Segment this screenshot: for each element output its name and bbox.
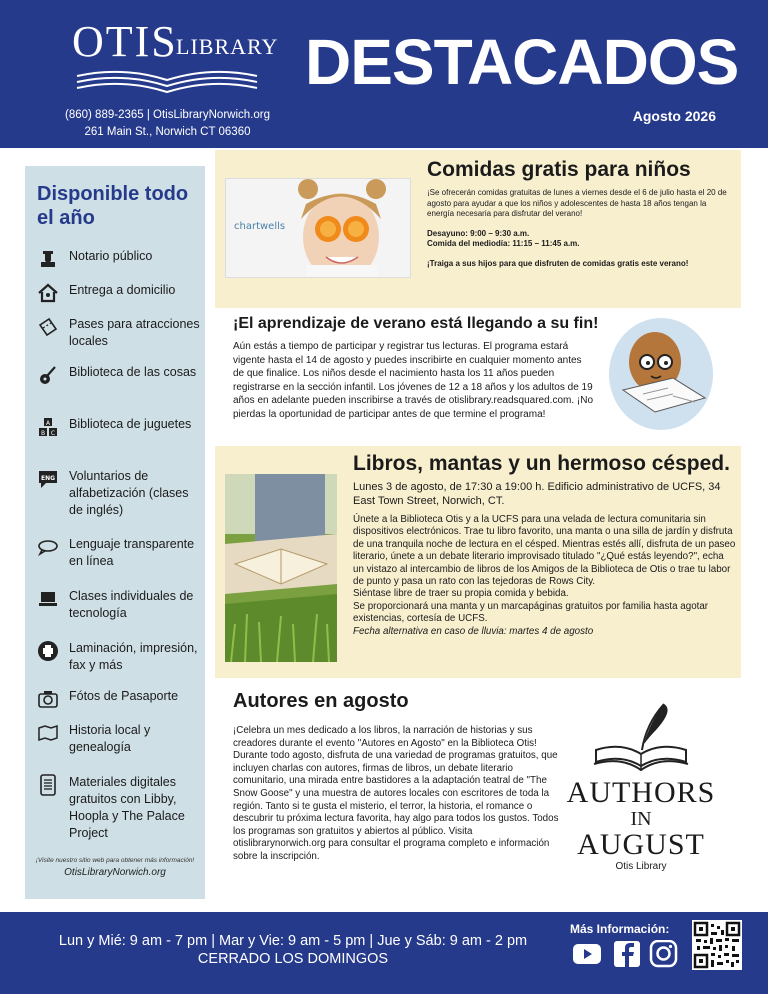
svg-text:C: C [50,430,56,437]
youtube-icon[interactable] [572,940,602,968]
meals-closing: ¡Traiga a sus hijos para que disfruten de comidas gratis este verano! [427,258,689,268]
books-event-details: Lunes 3 de agosto, de 17:30 a 19:00 h. Edificio administrativo de UCFS, 34 East Town Street, Norwich, CT. [353,481,721,507]
issue-date: Agosto 2026 [632,108,716,124]
chat-bubble-icon [37,536,59,558]
meals-intro: ¡Se ofrecerán comidas gratuitas de lunes a viernes desde el 6 de julio hasta el 20 de agosto para ayudar a que los niños y adolescentes de hasta 18 años tengan la energía necesaria para disfrutar del verano! [427,188,727,218]
services-sidebar [25,166,205,899]
camera-icon [37,688,59,710]
sidebar-item-label: Clases individuales de tecnología [69,589,194,620]
home-icon [37,282,59,304]
books-blankets-panel [215,446,741,678]
header-banner [0,0,768,148]
chartwells-logo: chartwells [234,221,286,232]
sidebar-item-label: Laminación, impresión, fax y más [69,641,198,672]
sidebar-item-label: Pases para atracciones locales [69,317,200,348]
logo-otis-text: OTIS [72,17,178,66]
logo-library-text: LIBRARY [176,34,279,59]
sidebar-item-label: Entrega a domicilio [69,283,176,297]
books-body: Únete a la Biblioteca Otis y a la UCFS para una velada de lectura comunitaria sin dispositivos electrónicos. Trae tu libro favorito, una manta o una silla de jardín y disfruta de una tranquila noche de lectura en el césped. Mientras estés allí, disfruta de un paseo literario, únete a un debate literario improvisado titulado "¿Qué estás leyendo?", echa un vistazo al intercambio de libros de los Amigos de la Biblioteca de Otis o trae tu labor de punto y pasa un rato con las tejedoras de Rows City. [353,514,736,588]
tablet-icon [37,774,59,796]
authors-in-august-logo [566,700,716,880]
free-meals-panel [215,150,741,308]
ticket-icon [37,316,59,338]
sidebar-item-label: Notario público [69,249,153,263]
book-quill-icon [566,700,716,778]
notary-stamp-icon [37,248,59,270]
authors-body: ¡Celebra un mes dedicado a los libros, la narración de historias y sus creadores durante el evento "Autores en Agosto" en la Biblioteca Otis! Durante todo agosto, disfruta de una variedad de programas gratuitos, que incluyen charlas con autores, firmas de libros, un debate literario comunitario, una mirada entre bastidores a la adaptación teatral de "The Snow Goose" y una muestra de autores locales con escritores de toda la región. Tanto si te gusta el misterio, el terror, la historia, el romance o descubrir tu próxima lectura favorita, hay algo para todos los gustos. Todos los programas son gratuitos y abiertos al público. Visita otislibrarynorwich.org para consultar el programa completo e información sobre la inscripción. [233,725,559,862]
sidebar-footer-note: ¡Visite nuestro sitio web para obtener más información! [35,857,195,864]
closed-sundays: CERRADO LOS DOMINGOS [197,951,389,967]
authors-heading: Autores en agosto [233,690,409,712]
learning-body: Aún estás a tiempo de participar y registrar tus lecturas. El programa estará vigente hasta el 14 de agosto y puedes inscribirte en cualquier momento antes de que finalice. Los niños desde el nacimiento hasta los 11 años pueden registrarse en la sección infantil. Los jóvenes de 12 a 18 años y los adultos de 19 años en adelante pueden inscribirse a través de otislibrary.readsquared.com. ¡No pierdas la oportunidad de participar antes de que termine el programa! [233,341,594,420]
learning-heading: ¡El aprendizaje de verano está llegando a su fin! [233,315,599,332]
printer-icon [37,640,59,662]
logo-in-text: IN [630,808,652,830]
books-food-note: Siéntase libre de traer su propia comida y bebida. [353,588,569,600]
contact-phone-web[interactable]: (860) 889-2365 | OtisLibraryNorwich.org [65,109,270,121]
meals-text [427,188,727,278]
sidebar-title: Disponible todo el año [37,183,189,229]
girl-with-oranges-photo [225,178,411,278]
meals-lunch-time: Comida del mediodía: 11:15 – 11:45 a.m. [427,239,580,248]
sidebar-item-label: Lenguaje transparente en línea [69,537,195,568]
reading-on-lawn-photo [225,474,337,662]
sidebar-item-label: Materiales digitales gratuitos con Libby, Hoopla y The Palace Project [69,775,185,840]
svg-text:ENG: ENG [40,475,56,482]
open-book-icon [72,68,262,98]
books-heading: Libros, mantas y un hermoso césped. [353,452,730,475]
map-icon [37,722,59,744]
toy-blocks-icon [37,416,59,438]
meals-breakfast-time: Desayuno: 9:00 – 9:30 a.m. [427,228,530,238]
hours-weekdays: Lun y Mié: 9 am - 7 pm | Mar y Vie: 9 am - 5 pm | Jue y Sáb: 9 am - 2 pm [58,933,528,949]
sidebar-item-label: Biblioteca de las cosas [69,365,197,379]
svg-text:A: A [45,420,51,427]
books-rain-date: Fecha alternativa en caso de lluvia: martes 4 de agosto [353,625,594,637]
books-text [353,514,737,638]
opening-hours [38,932,548,968]
more-info-label: Más Información: [570,922,670,936]
page-title: DESTACADOS [305,26,739,98]
sidebar-item-label: Fótos de Pasaporte [69,689,179,703]
svg-text:B: B [40,430,46,437]
laptop-icon [37,588,59,610]
sidebar-footer [25,856,205,880]
guitar-icon [37,364,59,386]
sidebar-item-label: Biblioteca de juguetes [69,417,192,431]
contact-address: 261 Main St., Norwich CT 06360 [84,126,251,138]
otis-library-logo[interactable] [72,17,279,98]
qr-code[interactable] [692,920,742,970]
sidebar-item-label: Historia local y genealogía [69,723,151,754]
eng-speech-icon [37,468,59,490]
logo-authors-text: AUTHORS [566,776,716,809]
meals-heading: Comidas gratis para niños [427,158,691,181]
logo-caption: Otis Library [615,861,667,872]
books-blanket-note: Se proporcionará una manta y un marcapáginas gratuitos por familia hasta agotar existencias, cortesía de UCFS. [353,600,709,625]
sidebar-item-label: Voluntarios de alfabetización (clases de inglés) [69,469,189,517]
logo-august-text: AUGUST [577,828,705,861]
footer-banner [0,912,768,994]
instagram-icon[interactable] [648,940,678,968]
facebook-icon[interactable] [612,940,642,968]
library-contact [60,107,275,141]
reading-egg-illustration [603,312,715,432]
sidebar-website-link[interactable]: OtisLibraryNorwich.org [64,867,166,878]
